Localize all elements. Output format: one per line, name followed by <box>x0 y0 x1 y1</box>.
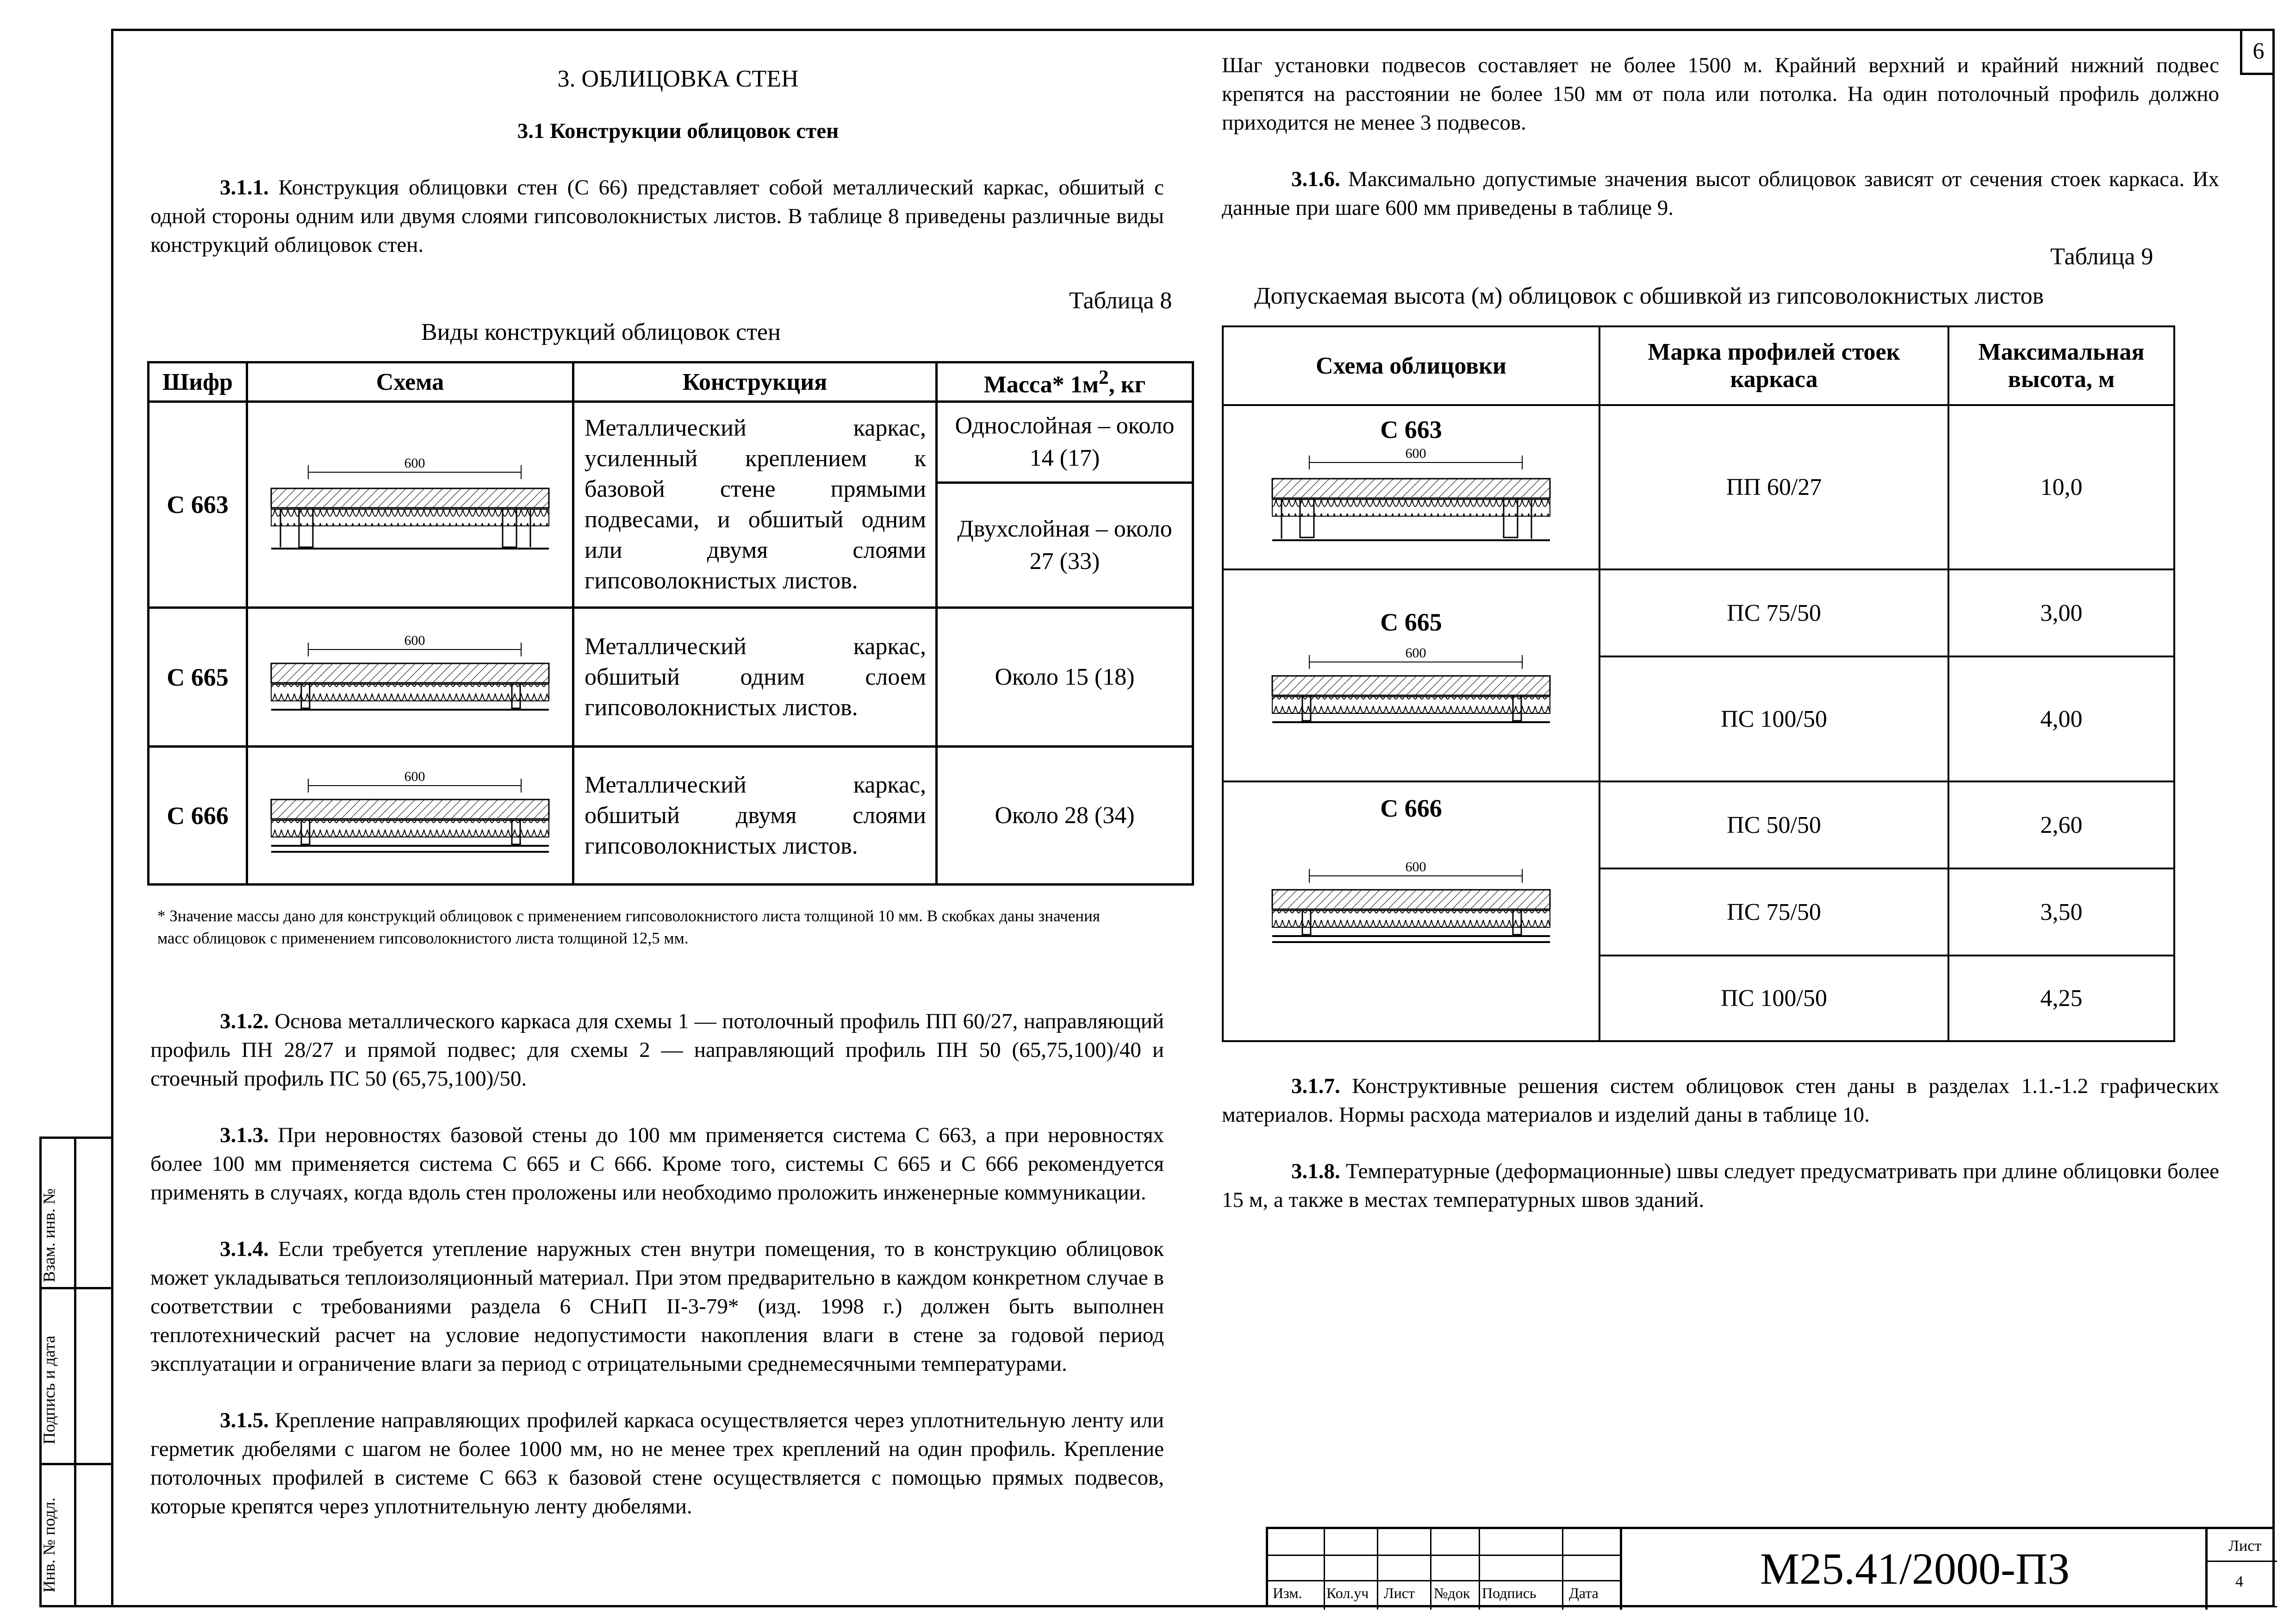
t9-profile: ПП 60/27 <box>1599 405 1948 569</box>
side-label-sign-date: Подпись и дата <box>40 1336 58 1444</box>
t9-height: 3,50 <box>1948 868 2174 956</box>
svg-text:600: 600 <box>404 632 425 648</box>
t9-height: 4,00 <box>1948 656 2174 781</box>
side-label-inv-original: Инв. № подл. <box>40 1497 58 1593</box>
t9-profile: ПС 50/50 <box>1599 781 1948 868</box>
paragraph-3-1-5: 3.1.5. Крепление направляющих профилей каркаса осуществляется через уплотнительную ленту или герметик дюбелями с шагом не более 1000 мм, но не менее трех креплений на один профиль. Крепление потолочных профилей в системе С 663 к базовой стене осуществляется с помощью прямых подвесов, которые крепятся через уплотнительную ленту дюбелями. <box>150 1408 1164 1518</box>
stamp-col-ndok: №док <box>1434 1585 1470 1601</box>
right-column-lower <box>1222 1072 2219 1242</box>
paragraph-3-1-8: 3.1.8. Температурные (деформационные) швы следует предусматривать при длине облицовки более 15 м, а также в местах температурных швов зданий. <box>1222 1159 2219 1212</box>
left-column-lower <box>150 1007 1164 1549</box>
table-row <box>149 608 1193 747</box>
t8-mass-single: Однослойная – около 14 (17) <box>937 402 1193 483</box>
stamp-col-signature: Подпись <box>1482 1585 1537 1601</box>
t9-height: 3,00 <box>1948 569 2174 656</box>
t8-scheme-c665 <box>247 608 573 747</box>
svg-text:600: 600 <box>1405 645 1426 661</box>
stamp-col-list: Лист <box>1384 1585 1415 1601</box>
subsection-title: 3.1 Конструкции облицовок стен <box>517 119 839 143</box>
t8-scheme-c663 <box>247 402 573 608</box>
side-label-replace-inv: Взам. инв. № <box>40 1188 58 1282</box>
t9-scheme-c663 <box>1223 405 1599 569</box>
table-row <box>1223 569 2174 656</box>
paragraph-3-1-2: 3.1.2. Основа металлического каркаса для схемы 1 — потолочный профиль ПП 60/27, направляющий профиль ПН 28/27 и прямой подвес; для схемы 2 — направляющий профиль ПН 50 (65,75,100)/40 и стоечный профиль ПС 50 (65,75,100)/50. <box>150 1009 1164 1091</box>
t9-header-profile: Марка профилей стоек каркаса <box>1599 326 1948 405</box>
t9-scheme-c666 <box>1223 781 1599 1041</box>
page-number: 6 <box>2240 29 2275 75</box>
t8-header-code: Шифр <box>149 362 247 402</box>
paragraph-3-1-6: 3.1.6. Максимально допустимые значения высот облицовок зависят от сечения стоек каркаса. Их данные при шаге 600 мм приведены в таблице 9. <box>1222 167 2219 220</box>
table8-title: Виды конструкций облицовок стен <box>421 319 781 345</box>
t9-height: 10,0 <box>1948 405 2174 569</box>
t9-height: 2,60 <box>1948 781 2174 868</box>
svg-text:600: 600 <box>1405 445 1426 461</box>
table-row <box>1223 781 2174 868</box>
section-title: 3. ОБЛИЦОВКА СТЕН <box>557 66 799 92</box>
table8-footnote: * Значение массы дано для конструкций облицовок с применением гипсоволокнистого листа толщиной 10 мм. В скобках даны значения масс облицовок с применением гипсоволокнистого листа толщиной 12,5 мм. <box>157 907 1100 947</box>
t9-code: С 666 <box>1380 794 1442 822</box>
t8-code: С 665 <box>149 608 247 747</box>
t8-header-scheme: Схема <box>247 362 573 402</box>
t9-profile: ПС 100/50 <box>1599 956 1948 1041</box>
t9-code: С 663 <box>1380 415 1442 443</box>
svg-text:600: 600 <box>404 768 425 784</box>
t8-construction: Металлический каркас, усиленный креплением к базовой стене прямыми подвесами, и обшитый одним или двумя слоями гипсоволокнистых листов. <box>573 402 937 608</box>
paragraph-3-1-7: 3.1.7. Конструктивные решения систем облицовок стен даны в разделах 1.1.-1.2 графических материалов. Нормы расхода материалов и изделий даны в таблице 10. <box>1222 1074 2220 1127</box>
t8-code: С 663 <box>149 402 247 608</box>
document-code: М25.41/2000-ПЗ <box>1760 1544 2070 1593</box>
svg-text:600: 600 <box>1405 859 1426 874</box>
title-block <box>1266 1527 2275 1607</box>
t8-mass: Около 15 (18) <box>937 608 1193 747</box>
t9-scheme-c663-drawing <box>1263 444 1559 560</box>
t9-profile: ПС 75/50 <box>1599 868 1948 956</box>
t9-header-height: Максимальная высота, м <box>1948 326 2174 405</box>
t9-code: С 665 <box>1380 608 1442 636</box>
table-row <box>149 747 1193 885</box>
table8-label: Таблица 8 <box>1069 287 1172 314</box>
table9-label: Таблица 9 <box>2050 244 2153 270</box>
paragraph-3-1-4: 3.1.4. Если требуется утепление наружных стен внутри помещения, то в конструкцию облицовок может укладываться теплоизоляционный материал. При этом предварительно в каждом конкретном случае в соответствии с требованиями раздела 6 СНиП II-3-79* (изд. 1998 г.) должен быть выполнен теплотехнический расчет на условие недопустимости накопления влаги в стене за годовой период эксплуатации и ограничение влаги за период с отрицательными среднемесячными температурами. <box>150 1237 1164 1376</box>
paragraph-right-top: Шаг установки подвесов составляет не более 1500 м. Крайний верхний и крайний нижний подвес крепятся на расстоянии не более 150 мм от пола или потолка. На один потолочный профиль должно приходится не менее 3 подвесов. <box>1222 53 2219 135</box>
stamp-sheet-number: 4 <box>2235 1573 2243 1590</box>
svg-text:600: 600 <box>404 456 425 471</box>
t9-scheme-c665 <box>1223 569 1599 781</box>
table9-title: Допускаемая высота (м) облицовок с обшивкой из гипсоволокнистых листов <box>1254 283 2044 309</box>
t9-header-scheme: Схема облицовки <box>1223 326 1599 405</box>
scheme-c665-drawing <box>262 624 558 731</box>
t8-scheme-c666 <box>247 747 573 885</box>
stamp-col-date: Дата <box>1569 1585 1599 1601</box>
t8-mass-double: Двухслойная – около 27 (33) <box>937 483 1193 608</box>
table9 <box>1222 325 2175 1042</box>
scheme-c666-drawing <box>262 760 558 871</box>
paragraph-3-1-1: 3.1.1. Конструкция облицовки стен (С 66) представляет собой металлический каркас, обшитый с одной стороны одним или двумя слоями гипсоволокнистых листов. В таблице 8 приведены различные виды конструкций облицовок стен. <box>150 175 1164 257</box>
t9-profile: ПС 75/50 <box>1599 569 1948 656</box>
t9-scheme-c665-drawing <box>1263 637 1559 743</box>
stamp-col-kolvo: Кол.уч <box>1326 1585 1369 1601</box>
t9-scheme-c666-drawing <box>1263 850 1559 962</box>
scheme-c663-drawing <box>262 440 558 569</box>
table-row <box>1223 405 2174 569</box>
t8-mass: Около 28 (34) <box>937 747 1193 885</box>
t8-header-mass: Масса* $1м^2$, кг <box>937 362 1193 402</box>
table-row <box>149 402 1193 483</box>
right-column <box>1222 51 2219 250</box>
t8-construction: Металлический каркас, обшитый двумя слоями гипсоволокнистых листов. <box>573 747 937 885</box>
table8 <box>147 361 1194 886</box>
t8-header-construction: Конструкция <box>573 362 937 402</box>
stamp-col-izm: Изм. <box>1273 1585 1302 1601</box>
paragraph-3-1-3: 3.1.3. При неровностях базовой стены до 100 мм применяется система С 663, а при неровностях более 100 мм применяется система С 665 и С 666. Кроме того, системы С 665 и С 666 рекомендуется применять в случаях, когда вдоль стен проложены или необходимо проложить инженерные коммуникации. <box>150 1123 1164 1205</box>
t8-code: С 666 <box>149 747 247 885</box>
left-column <box>150 65 1164 287</box>
t8-construction: Металлический каркас, обшитый одним слоем гипсоволокнистых листов. <box>573 608 937 747</box>
t9-height: 4,25 <box>1948 956 2174 1041</box>
stamp-sheet-label: Лист <box>2228 1537 2262 1555</box>
t9-profile: ПС 100/50 <box>1599 656 1948 781</box>
